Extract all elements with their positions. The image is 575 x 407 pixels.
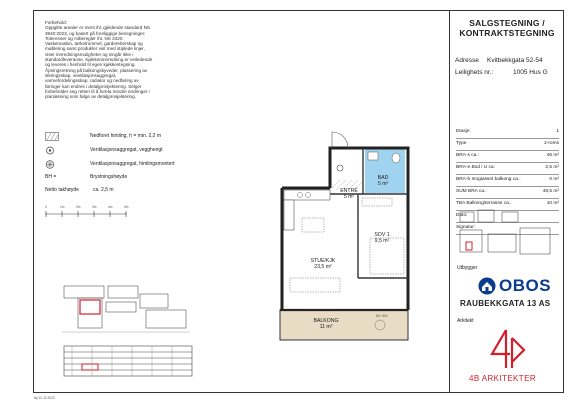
scale-tick: 1m bbox=[60, 205, 65, 209]
room-bad bbox=[368, 175, 398, 187]
notes-line: 3940:2023, og basert på foreliggige benegninger: bbox=[45, 30, 146, 36]
room-entre bbox=[334, 188, 364, 200]
location-key-map bbox=[458, 206, 558, 261]
legend-row bbox=[45, 132, 235, 144]
notes-line: Tolerenser og måleregler iht. NS 3420. bbox=[45, 35, 124, 41]
obos-text: OBOS bbox=[499, 276, 552, 295]
notes-heading: Forbehold: bbox=[45, 20, 67, 25]
wardrobe bbox=[362, 198, 392, 206]
notes-line: og leveres i henhold til egen kjøkkentegning. bbox=[45, 62, 136, 68]
notes-line: planløsning som følge av detaljprosjektering. bbox=[45, 94, 136, 100]
notes-line: Vaskemaskin, tørketrommel, gardereberskap og bbox=[45, 41, 143, 47]
legend-text: Ventilasjonsaggregat, vegghengt bbox=[90, 147, 163, 153]
fact-row: Type 2-roms bbox=[456, 138, 559, 151]
scale-tick: 0 bbox=[45, 205, 47, 209]
fact-row: Dato: bbox=[456, 210, 559, 223]
notes-line: Åpningsretning på balkongskyveder, plassering av bbox=[45, 67, 148, 73]
circle-vent-icon bbox=[45, 146, 59, 155]
bh-annotation: BH: 800 bbox=[376, 314, 388, 318]
key-plan-site bbox=[62, 280, 192, 335]
circle-vent-icon bbox=[337, 165, 343, 171]
notes-line: sikringsskap, ventilasjonsaggregat, bbox=[45, 72, 117, 78]
legend-row bbox=[45, 160, 235, 172]
notes-line: føringer kan endres i detaljprosjektering. Selger bbox=[45, 83, 142, 89]
sofa bbox=[290, 278, 340, 292]
title-block bbox=[449, 10, 564, 393]
hatch-icon bbox=[45, 132, 59, 141]
disclaimer-notes bbox=[45, 20, 195, 99]
notes-line: standardleveranse. Kjøkkeninnredning er veiledende bbox=[45, 57, 153, 63]
bh-label: BH = bbox=[45, 174, 57, 180]
room-area: 11 m² bbox=[319, 324, 333, 330]
room-area: 9,5 m² bbox=[374, 238, 390, 244]
legend-text: Brystningshøyde bbox=[90, 174, 128, 180]
room-name: SOV 1 bbox=[374, 232, 390, 238]
notes-line: møblering samt produkter vist med stiplede linjer, bbox=[45, 46, 145, 52]
legend-text: Ventilasjonsaggregat, himlingsmontert bbox=[90, 161, 175, 167]
scale-ruler bbox=[45, 211, 129, 217]
room-name: ENTRÈ bbox=[340, 188, 358, 194]
legend-row bbox=[45, 173, 235, 185]
unit-line bbox=[455, 69, 548, 76]
unit-value: 1005 Hus G bbox=[513, 69, 548, 76]
fact-row: BRA-b Inngiasset balkong ca.: 0 m² bbox=[456, 174, 559, 187]
scale-tick: 5m bbox=[124, 205, 129, 209]
title-line-1: SALGSTEGNING / bbox=[469, 18, 545, 28]
unit-label: Leilighets nr.: bbox=[455, 69, 494, 76]
fact-row: SUM BRA ca.: 48,5 m² bbox=[456, 186, 559, 199]
obos-house-icon bbox=[478, 277, 496, 295]
architect-label: Arkitekt bbox=[457, 318, 474, 324]
fact-row: TBA Balkong/terrasse ca.: 10 m² bbox=[456, 198, 559, 211]
notes-line: forbeholder seg retten til å foreta mindre endringer i bbox=[45, 88, 150, 94]
fact-row: BRA-s ca.: 46 m² bbox=[456, 150, 559, 163]
legend-row bbox=[45, 146, 235, 158]
ceiling-height bbox=[45, 186, 235, 198]
footer-code: Ny 10.11.2023 bbox=[34, 396, 55, 400]
scale-tick: 3m bbox=[92, 205, 97, 209]
ceiling-label: Netto takhøyde bbox=[45, 187, 79, 193]
legend-text: Nedforet himling, h = min. 2,2 m bbox=[90, 133, 162, 139]
notes-line: varmefordelingsskap, radiator og nedføring av bbox=[45, 78, 139, 84]
address-label: Adresse bbox=[455, 57, 479, 64]
fact-row: BRA-e Bod i U ca: 2,5 m² bbox=[456, 162, 559, 175]
entrance-door bbox=[332, 132, 348, 148]
scale-bar bbox=[45, 205, 145, 221]
kitchen-counter bbox=[284, 190, 330, 200]
ceiling-value: ca. 2,5 m bbox=[93, 187, 114, 193]
star-vent-icon bbox=[45, 160, 59, 169]
architect-name: 4B ARKITEKTER bbox=[469, 374, 536, 383]
4b-logo-icon bbox=[488, 328, 528, 370]
notes-line: viser innredningsmuligheter og inngår ikke i bbox=[45, 51, 134, 57]
room-stue bbox=[303, 258, 343, 270]
room-name: BALKONG bbox=[313, 318, 339, 324]
fact-row: Signatur: bbox=[456, 222, 559, 235]
developer-label: Utbygger bbox=[457, 265, 478, 271]
notes-line: Oppgitte arealer er ment ihl. gjeldende standard NS bbox=[45, 25, 150, 31]
room-sov bbox=[364, 232, 400, 244]
title-line-2: KONTRAKTSTEGNING bbox=[459, 28, 555, 38]
toilet bbox=[392, 153, 400, 163]
address-value: Kvitbekkgata 52-54 bbox=[487, 57, 543, 64]
room-name: STUE/KJK bbox=[310, 258, 336, 264]
project-name: RAUBEKKGATA 13 AS bbox=[460, 299, 551, 308]
key-plan-elevation bbox=[62, 338, 197, 380]
room-area: 5 m² bbox=[343, 194, 355, 200]
room-name: BAD bbox=[377, 175, 389, 181]
room-area: 23,5 m² bbox=[314, 264, 332, 270]
sink bbox=[368, 152, 378, 160]
room-balkong bbox=[306, 318, 346, 330]
fact-row: Etasje: 1 bbox=[456, 126, 559, 139]
dining-table bbox=[302, 218, 324, 232]
address-line bbox=[455, 57, 543, 64]
scale-tick: 2m bbox=[76, 205, 81, 209]
scale-tick: 4m bbox=[108, 205, 113, 209]
obos-logo bbox=[478, 276, 558, 296]
room-area: 5 m² bbox=[377, 181, 389, 187]
